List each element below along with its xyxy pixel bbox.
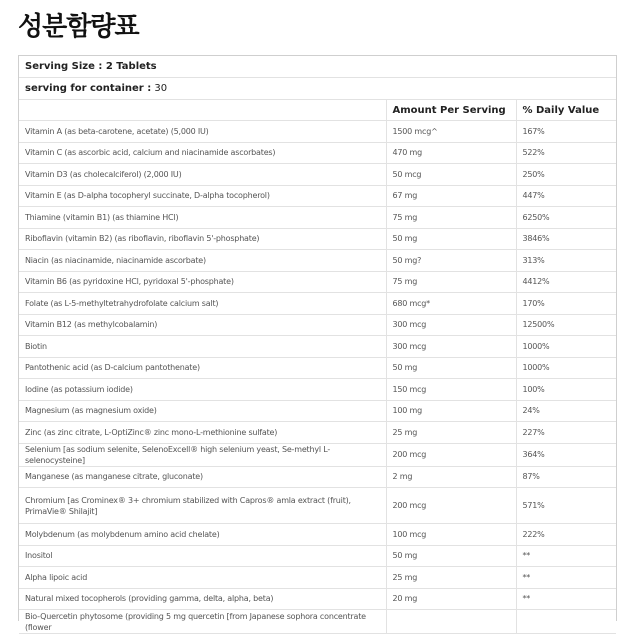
daily-value-cell: 6250% — [516, 207, 616, 229]
ingredient-cell: Biotin — [19, 336, 386, 358]
amount-cell — [386, 610, 516, 634]
daily-value-cell: 364% — [516, 443, 616, 466]
ingredient-cell: Selenium [as sodium selenite, SelenoExcell® high selenium yeast, Se-methyl L-selenocysteine] — [19, 443, 386, 466]
amount-cell: 25 mg — [386, 422, 516, 444]
daily-value-cell: 24% — [516, 400, 616, 422]
table-row — [19, 228, 616, 250]
table-row — [19, 336, 616, 358]
daily-value-cell: 313% — [516, 250, 616, 272]
table-row — [19, 164, 616, 186]
daily-value-cell: 522% — [516, 142, 616, 164]
table-row — [19, 357, 616, 379]
amount-cell: 100 mg — [386, 400, 516, 422]
ingredient-cell: Folate (as L-5-methyltetrahydrofolate calcium salt) — [19, 293, 386, 315]
table-row — [19, 250, 616, 272]
ingredient-cell: Magnesium (as magnesium oxide) — [19, 400, 386, 422]
servings-per-container-label: serving for container : — [25, 83, 152, 94]
amount-cell: 150 mcg — [386, 379, 516, 401]
table-row — [19, 422, 616, 444]
table-row — [19, 379, 616, 401]
table-row — [19, 545, 616, 567]
daily-value-cell: 1000% — [516, 336, 616, 358]
nutrient-table — [19, 100, 616, 634]
daily-value-cell: 12500% — [516, 314, 616, 336]
daily-value-cell: 170% — [516, 293, 616, 315]
ingredient-column-header — [19, 100, 386, 121]
amount-cell: 1500 mcg^ — [386, 121, 516, 143]
daily-value-cell: ** — [516, 545, 616, 567]
servings-per-container-row — [19, 78, 616, 100]
ingredient-cell: Vitamin E (as D-alpha tocopheryl succinate, D-alpha tocopherol) — [19, 185, 386, 207]
servings-per-container-value: 30 — [154, 83, 168, 94]
daily-value-column-header: % Daily Value — [516, 100, 616, 121]
amount-cell: 300 mcg — [386, 314, 516, 336]
ingredient-cell: Chromium [as Crominex® 3+ chromium stabilized with Capros® amla extract (fruit), PrimaVie® Shilajit] — [19, 488, 386, 524]
serving-size-label: Serving Size : 2 Tablets — [25, 61, 157, 72]
daily-value-cell: ** — [516, 567, 616, 589]
table-header-row — [19, 100, 616, 121]
amount-cell: 200 mcg — [386, 488, 516, 524]
table-row — [19, 207, 616, 229]
daily-value-cell: 3846% — [516, 228, 616, 250]
ingredient-cell: Niacin (as niacinamide, niacinamide ascorbate) — [19, 250, 386, 272]
ingredient-cell: Natural mixed tocopherols (providing gamma, delta, alpha, beta) — [19, 588, 386, 610]
serving-size-row — [19, 56, 616, 78]
daily-value-cell: 167% — [516, 121, 616, 143]
amount-cell: 50 mcg — [386, 164, 516, 186]
amount-cell: 75 mg — [386, 207, 516, 229]
page-title: 성분함량표 — [18, 12, 139, 42]
daily-value-cell: 4412% — [516, 271, 616, 293]
daily-value-cell: 227% — [516, 422, 616, 444]
amount-cell: 200 mcg — [386, 443, 516, 466]
ingredient-cell: Bio-Quercetin phytosome (providing 5 mg quercetin [from Japanese sophora concentrate (flower — [19, 610, 386, 634]
ingredient-cell: Vitamin B12 (as methylcobalamin) — [19, 314, 386, 336]
table-row — [19, 588, 616, 610]
table-row — [19, 466, 616, 488]
amount-cell: 100 mcg — [386, 524, 516, 546]
amount-cell: 67 mg — [386, 185, 516, 207]
table-row — [19, 400, 616, 422]
table-row — [19, 610, 616, 634]
daily-value-cell: 1000% — [516, 357, 616, 379]
ingredient-cell: Vitamin B6 (as pyridoxine HCl, pyridoxal 5'-phosphate) — [19, 271, 386, 293]
daily-value-cell: ** — [516, 588, 616, 610]
table-row — [19, 488, 616, 524]
daily-value-cell: 250% — [516, 164, 616, 186]
ingredient-cell: Vitamin D3 (as cholecalciferol) (2,000 IU) — [19, 164, 386, 186]
amount-cell: 50 mg? — [386, 250, 516, 272]
table-row — [19, 443, 616, 466]
daily-value-cell: 222% — [516, 524, 616, 546]
amount-cell: 75 mg — [386, 271, 516, 293]
ingredient-cell: Vitamin A (as beta-carotene, acetate) (5,000 IU) — [19, 121, 386, 143]
ingredient-cell: Zinc (as zinc citrate, L-OptiZinc® zinc mono-L-methionine sulfate) — [19, 422, 386, 444]
amount-cell: 300 mcg — [386, 336, 516, 358]
table-row — [19, 271, 616, 293]
table-row — [19, 567, 616, 589]
amount-cell: 20 mg — [386, 588, 516, 610]
ingredient-cell: Alpha lipoic acid — [19, 567, 386, 589]
amount-cell: 25 mg — [386, 567, 516, 589]
table-row — [19, 293, 616, 315]
table-row — [19, 121, 616, 143]
table-row — [19, 185, 616, 207]
amount-cell: 50 mg — [386, 228, 516, 250]
table-row — [19, 524, 616, 546]
daily-value-cell: 100% — [516, 379, 616, 401]
ingredient-cell: Riboflavin (vitamin B2) (as riboflavin, riboflavin 5'-phosphate) — [19, 228, 386, 250]
ingredient-cell: Vitamin C (as ascorbic acid, calcium and niacinamide ascorbates) — [19, 142, 386, 164]
ingredient-cell: Molybdenum (as molybdenum amino acid chelate) — [19, 524, 386, 546]
ingredient-cell: Thiamine (vitamin B1) (as thiamine HCl) — [19, 207, 386, 229]
daily-value-cell: 447% — [516, 185, 616, 207]
amount-cell: 50 mg — [386, 357, 516, 379]
daily-value-cell — [516, 610, 616, 634]
table-row — [19, 314, 616, 336]
amount-column-header: Amount Per Serving — [386, 100, 516, 121]
nutrient-rows — [19, 121, 616, 634]
amount-cell: 2 mg — [386, 466, 516, 488]
amount-cell: 470 mg — [386, 142, 516, 164]
ingredient-cell: Pantothenic acid (as D-calcium pantothenate) — [19, 357, 386, 379]
amount-cell: 680 mcg* — [386, 293, 516, 315]
ingredient-cell: Inositol — [19, 545, 386, 567]
amount-cell: 50 mg — [386, 545, 516, 567]
ingredient-cell: Iodine (as potassium iodide) — [19, 379, 386, 401]
ingredient-cell: Manganese (as manganese citrate, gluconate) — [19, 466, 386, 488]
supplement-facts-table — [18, 55, 617, 632]
daily-value-cell: 87% — [516, 466, 616, 488]
daily-value-cell: 571% — [516, 488, 616, 524]
table-row — [19, 142, 616, 164]
